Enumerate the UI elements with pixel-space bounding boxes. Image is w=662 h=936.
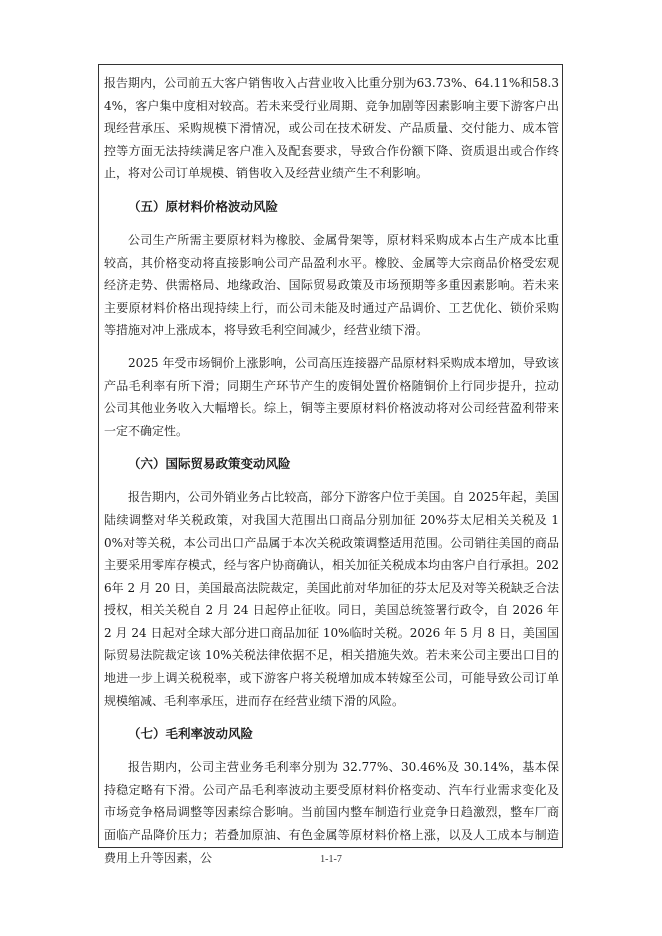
- paragraph-tariff-policy: 报告期内，公司外销业务占比较高，部分下游客户位于美国。自 2025年起，美国陆续调整对华关税政策，对我国大范围出口商品分别加征 20%芬太尼相关关税及 10%对等关税，本公司出口产品属于本次关税政策调整适用范围。公司销往美国的商品主要采用零库存模式，经与客户协商确认，相关加征关税成本均由客户自行承担。2026年 2 月 20 日，美国最高法院裁定，美国此前对华加征的芬太尼及对等关税缺乏合法授权，相关关税自 2 月 24 日起停止征收。同日，美国总统签署行政令，自 2026 年 2 月 24 日起对全球大部分进口商品加征 10%临时关税。2026 年 5 月 8 日，美国国际贸易法院裁定该 10%关税法律依据不足，相关措施失效。若未来公司主要出口目的地进一步上调关税税率，或下游客户将关税增加成本转嫁至公司，可能导致公司订单规模缩减、毛利率承压，进而存在经营业绩下滑的风险。: [104, 490, 559, 708]
- paragraph-gross-margin: 报告期内，公司主营业务毛利率分别为 32.77%、30.46%及 30.14%，基本保持稳定略有下滑。公司产品毛利率波动主要受原材料价格变动、汽车行业需求变化及市场竞争格局调整等因素综合影响。当前国内整车制造行业竞争日趋激烈，整车厂商面临产品降价压力；若叠加原油、有色金属等原材料价格上涨，以及人工成本与制造费用上升等因素，公: [104, 760, 559, 865]
- paragraph-copper-price: 2025 年受市场铜价上涨影响，公司高压连接器产品原材料采购成本增加，导致该产品毛利率有所下滑；同期生产环节产生的废铜处置价格随铜价上行同步提升，拉动公司其他业务收入大幅增长。综上，铜等主要原材料价格波动将对公司经营盈利带来一定不确定性。: [104, 355, 559, 438]
- section-heading-raw-material-risk: （五）原材料价格波动风险: [128, 198, 279, 214]
- paragraph-gap: [104, 342, 559, 352]
- section-heading-trade-policy-risk: （六）国际贸易政策变动风险: [128, 456, 291, 472]
- document-body: [104, 72, 559, 869]
- section-heading-gross-margin-risk: （七）毛利率波动风险: [128, 726, 254, 742]
- paragraph-customer-concentration: 报告期内，公司前五大客户销售收入占营业收入比重分别为63.73%、64.11%和58.34%，客户集中度相对较高。若未来受行业周期、竞争加剧等因素影响主要下游客户出现经营承压、采购规模下滑情况，或公司在技术研发、产品质量、交付能力、成本管控等方面无法持续满足客户准入及配套要求，导致合作份额下降、资质退出或合作终止，将对公司订单规模、销售收入及经营业绩产生不利影响。: [104, 76, 559, 181]
- paragraph-raw-material-price: 公司生产所需主要原材料为橡胶、金属骨架等，原材料采购成本占生产成本比重较高，其价格变动将直接影响公司产品盈利水平。橡胶、金属等大宗商品价格受宏观经济走势、供需格局、地缘政治、国际贸易政策及市场预期等多重因素影响。若未来主要原材料价格出现持续上行，而公司未能及时通过产品调价、工艺优化、锁价采购等措施对冲上涨成本，将导致毛利空间减少，经营业绩下滑。: [104, 232, 559, 338]
- page-number: 1-1-7: [320, 854, 342, 865]
